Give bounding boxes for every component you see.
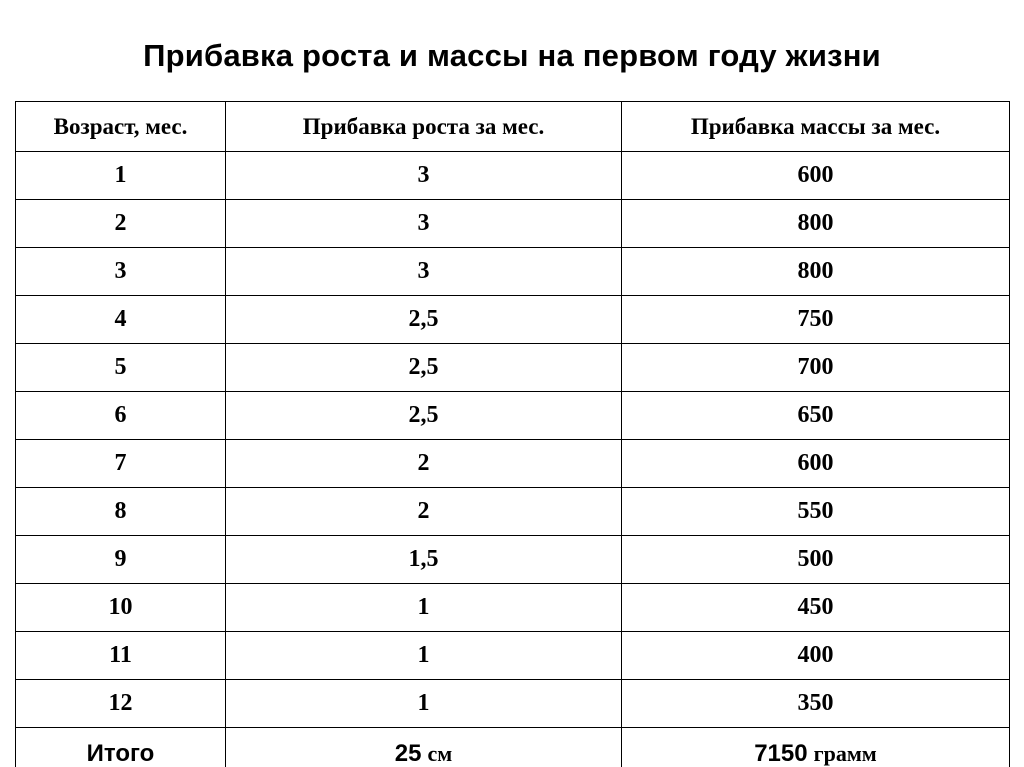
cell-height-gain: 2 [226, 440, 622, 488]
cell-mass-gain: 650 [622, 392, 1010, 440]
cell-height-gain: 1,5 [226, 536, 622, 584]
cell-age: 1 [16, 152, 226, 200]
total-height-gain [226, 728, 622, 767]
cell-age: 8 [16, 488, 226, 536]
cell-age: 10 [16, 584, 226, 632]
cell-age: 5 [16, 344, 226, 392]
table-row [16, 152, 1010, 200]
table-total-row [16, 728, 1010, 767]
cell-mass-gain: 500 [622, 536, 1010, 584]
cell-mass-gain: 600 [622, 440, 1010, 488]
total-height-unit: см [427, 741, 453, 766]
table-row [16, 632, 1010, 680]
cell-age: 11 [16, 632, 226, 680]
cell-age: 6 [16, 392, 226, 440]
cell-height-gain: 2 [226, 488, 622, 536]
cell-age: 3 [16, 248, 226, 296]
cell-mass-gain: 700 [622, 344, 1010, 392]
cell-mass-gain: 550 [622, 488, 1010, 536]
cell-height-gain: 3 [226, 248, 622, 296]
cell-mass-gain: 400 [622, 632, 1010, 680]
growth-table [15, 101, 1010, 767]
table-row [16, 680, 1010, 728]
cell-height-gain: 2,5 [226, 392, 622, 440]
cell-height-gain: 1 [226, 680, 622, 728]
header-age: Возраст, мес. [16, 102, 226, 152]
table-row [16, 344, 1010, 392]
cell-height-gain: 3 [226, 152, 622, 200]
page-title: Прибавка роста и массы на первом году жизни [143, 38, 881, 73]
table-header-row [16, 102, 1010, 152]
total-label-text: Итого [86, 740, 155, 767]
cell-height-gain: 2,5 [226, 296, 622, 344]
cell-age: 7 [16, 440, 226, 488]
cell-age: 4 [16, 296, 226, 344]
table-row [16, 584, 1010, 632]
cell-height-gain: 1 [226, 584, 622, 632]
header-mass-gain: Прибавка массы за мес. [622, 102, 1010, 152]
cell-height-gain: 3 [226, 200, 622, 248]
cell-mass-gain: 800 [622, 200, 1010, 248]
table-row [16, 440, 1010, 488]
table-row [16, 536, 1010, 584]
cell-age: 12 [16, 680, 226, 728]
cell-age: 9 [16, 536, 226, 584]
total-mass-value: 7150 [754, 740, 808, 767]
cell-mass-gain: 600 [622, 152, 1010, 200]
cell-mass-gain: 750 [622, 296, 1010, 344]
cell-height-gain: 2,5 [226, 344, 622, 392]
cell-mass-gain: 800 [622, 248, 1010, 296]
total-mass-unit: грамм [813, 741, 877, 766]
total-label [16, 728, 226, 767]
total-height-value: 25 [394, 740, 422, 767]
header-height-gain: Прибавка роста за мес. [226, 102, 622, 152]
cell-height-gain: 1 [226, 632, 622, 680]
cell-age: 2 [16, 200, 226, 248]
total-mass-gain [622, 728, 1010, 767]
table-row [16, 200, 1010, 248]
cell-mass-gain: 450 [622, 584, 1010, 632]
table-row [16, 392, 1010, 440]
cell-mass-gain: 350 [622, 680, 1010, 728]
table-row [16, 248, 1010, 296]
table-row [16, 488, 1010, 536]
table-row [16, 296, 1010, 344]
growth-table-body [16, 102, 1010, 767]
